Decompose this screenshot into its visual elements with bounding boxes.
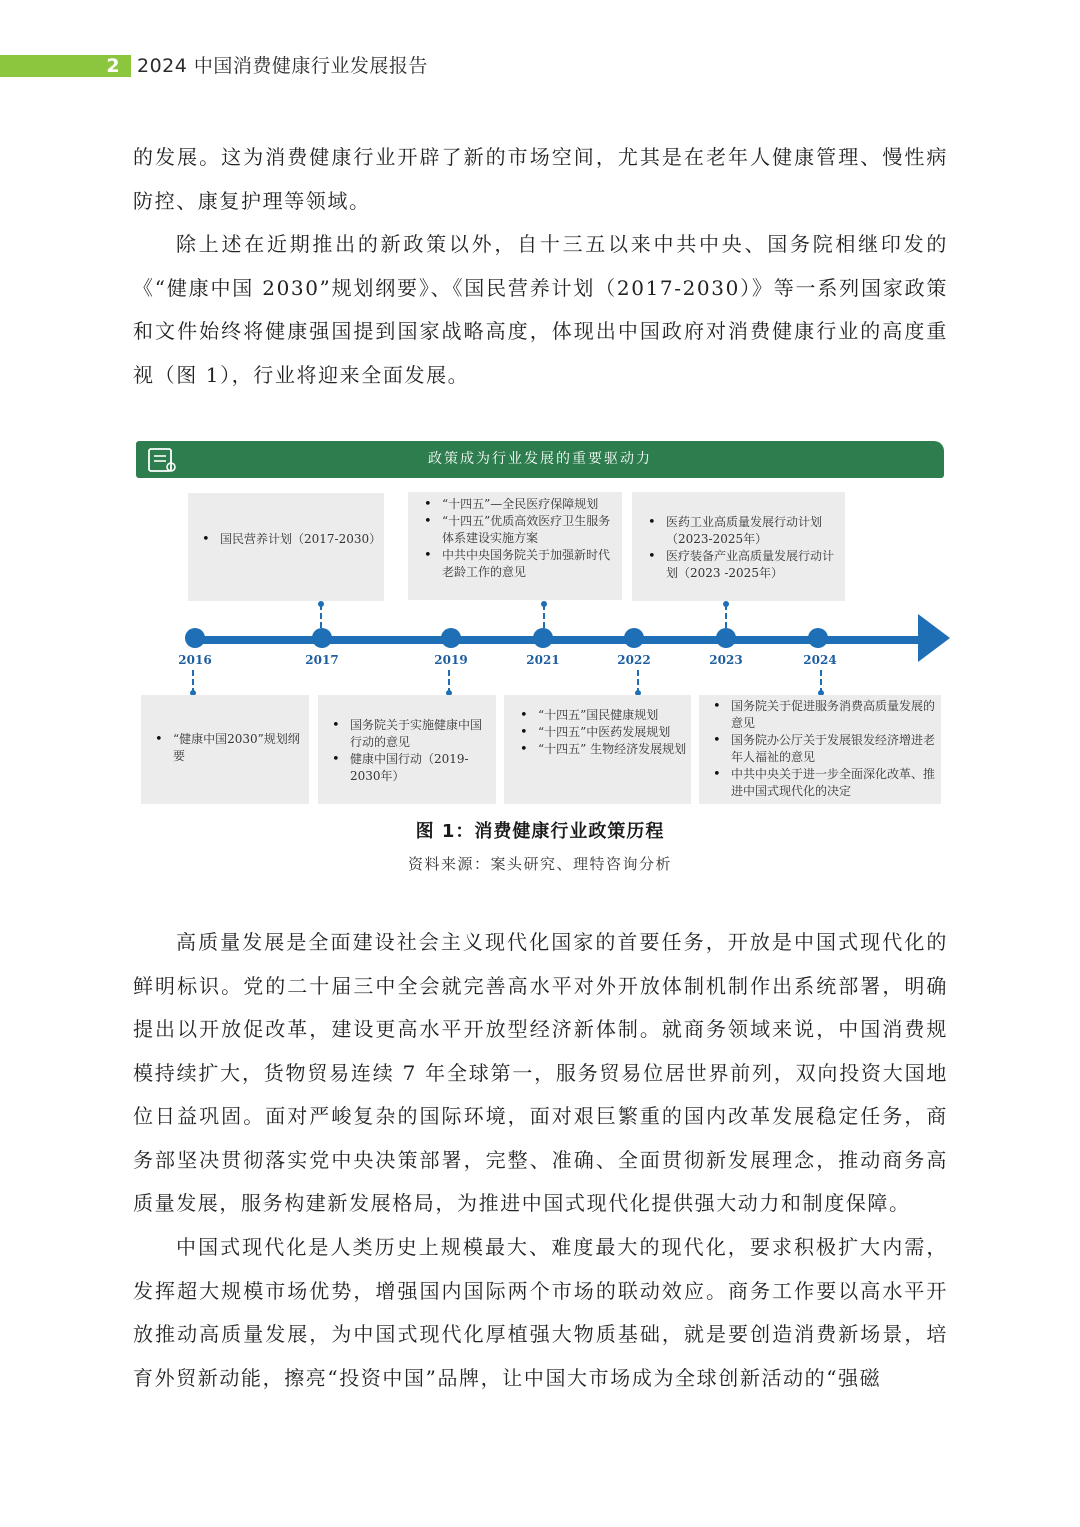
timeline-dot-2016 (185, 628, 205, 648)
policy-item: • “十四五”中医药发展规划 (538, 724, 687, 741)
year-label: 2017 (305, 653, 339, 667)
timeline-dot-2017 (312, 628, 332, 648)
timeline-dot-2023 (716, 628, 736, 648)
policy-box-2024 (699, 695, 941, 804)
policy-item: • 国务院办公厅关于发展银发经济增进老年人福祉的意见 (731, 732, 937, 766)
policy-item: • “十四五”优质高效医疗卫生服务体系建设实施方案 (442, 513, 618, 547)
year-label: 2016 (178, 653, 212, 667)
connector-2021 (543, 604, 545, 628)
year-label: 2021 (526, 653, 560, 667)
policy-item: • 健康中国行动（2019-2030年） (350, 751, 490, 785)
policy-item: • “十四五”—全民医疗保障规划 (442, 496, 618, 513)
policy-item: • 国民营养计划（2017-2030） (220, 531, 376, 548)
page-number: 2 (106, 55, 120, 77)
paragraph-2: 除上述在近期推出的新政策以外，自十三五以来中共中央、国务院相继印发的《“健康中国 2030”规划纲要》、《国民营养计划（2017-2030）》等一系列国家政策和文件始终将健康强国提到国家战略高度，体现出中国政府对消费健康行业的高度重视（图 1），行业将迎来全面发展。 (133, 232, 948, 387)
figure-banner (136, 441, 944, 478)
year-label: 2024 (803, 653, 837, 667)
policy-box-2016 (141, 695, 309, 804)
policy-item: • “健康中国2030”规划纲要 (173, 731, 303, 765)
policy-box-2022 (504, 695, 691, 804)
policy-item: • “十四五”国民健康规划 (538, 707, 687, 724)
timeline-dot-2021 (533, 628, 553, 648)
policy-box-2019 (318, 695, 496, 804)
timeline-dot-2019 (441, 628, 461, 648)
timeline-arrow-icon (918, 614, 950, 662)
timeline-dot-2024 (808, 628, 828, 648)
paragraph-1: 的发展。这为消费健康行业开辟了新的市场空间，尤其是在老年人健康管理、慢性病防控、康复护理等领域。 (133, 145, 948, 213)
policy-item: • “十四五” 生物经济发展规划 (538, 741, 687, 758)
policy-item: • 中共中央关于进一步全面深化改革、推进中国式现代化的决定 (731, 766, 937, 800)
policy-box-2017 (188, 493, 384, 601)
policy-item: • 医药工业高质量发展行动计划（2023-2025年） (666, 514, 841, 548)
policy-item: • 国务院关于实施健康中国行动的意见 (350, 717, 490, 751)
report-title: 2024 中国消费健康行业发展报告 (137, 55, 428, 77)
figure-banner-title: 政策成为行业发展的重要驱动力 (428, 451, 652, 467)
year-label: 2023 (709, 653, 743, 667)
year-label: 2019 (434, 653, 468, 667)
figure-source: 资料来源：案头研究、理特咨询分析 (407, 855, 672, 873)
figure-caption: 图 1：消费健康行业政策历程 (415, 821, 665, 842)
policy-item: • 医疗装备产业高质量发展行动计划（2023 -2025年） (666, 548, 841, 582)
year-label: 2022 (617, 653, 651, 667)
policy-box-2023 (632, 492, 845, 601)
connector-2023 (725, 604, 727, 628)
timeline-dot-2022 (624, 628, 644, 648)
paragraph-4: 中国式现代化是人类历史上规模最大、难度最大的现代化，要求积极扩大内需，发挥超大规模市场优势，增强国内国际两个市场的联动效应。商务工作要以高水平开放推动高质量发展，为中国式现代化厚植强大物质基础，就是要创造消费新场景，培育外贸新动能，擦亮“投资中国”品牌，让中国大市场成为全球创新活动的“强磁 (133, 1235, 948, 1390)
policy-item: • 中共中央国务院关于加强新时代老龄工作的意见 (442, 547, 618, 581)
connector-2017 (320, 604, 322, 628)
policy-box-2021 (408, 492, 622, 600)
policy-item: • 国务院关于促进服务消费高质量发展的意见 (731, 698, 937, 732)
paragraph-3: 高质量发展是全面建设社会主义现代化国家的首要任务，开放是中国式现代化的鲜明标识。党的二十届三中全会就完善高水平对外开放体制机制作出系统部署，明确提出以开放促改革，建设更高水平开放型经济新体制。就商务领域来说，中国消费规模持续扩大，货物贸易连续 7 年全球第一，服务贸易位居世界前列，双向投资大国地位日益巩固。面对严峻复杂的国际环境，面对艰巨繁重的国内改革发展稳定任务，商务部坚决贯彻落实党中央决策部署，完整、准确、全面贯彻新发展理念，推动商务高质量发展，服务构建新发展格局，为推进中国式现代化提供强大动力和制度保障。 (133, 930, 948, 1215)
